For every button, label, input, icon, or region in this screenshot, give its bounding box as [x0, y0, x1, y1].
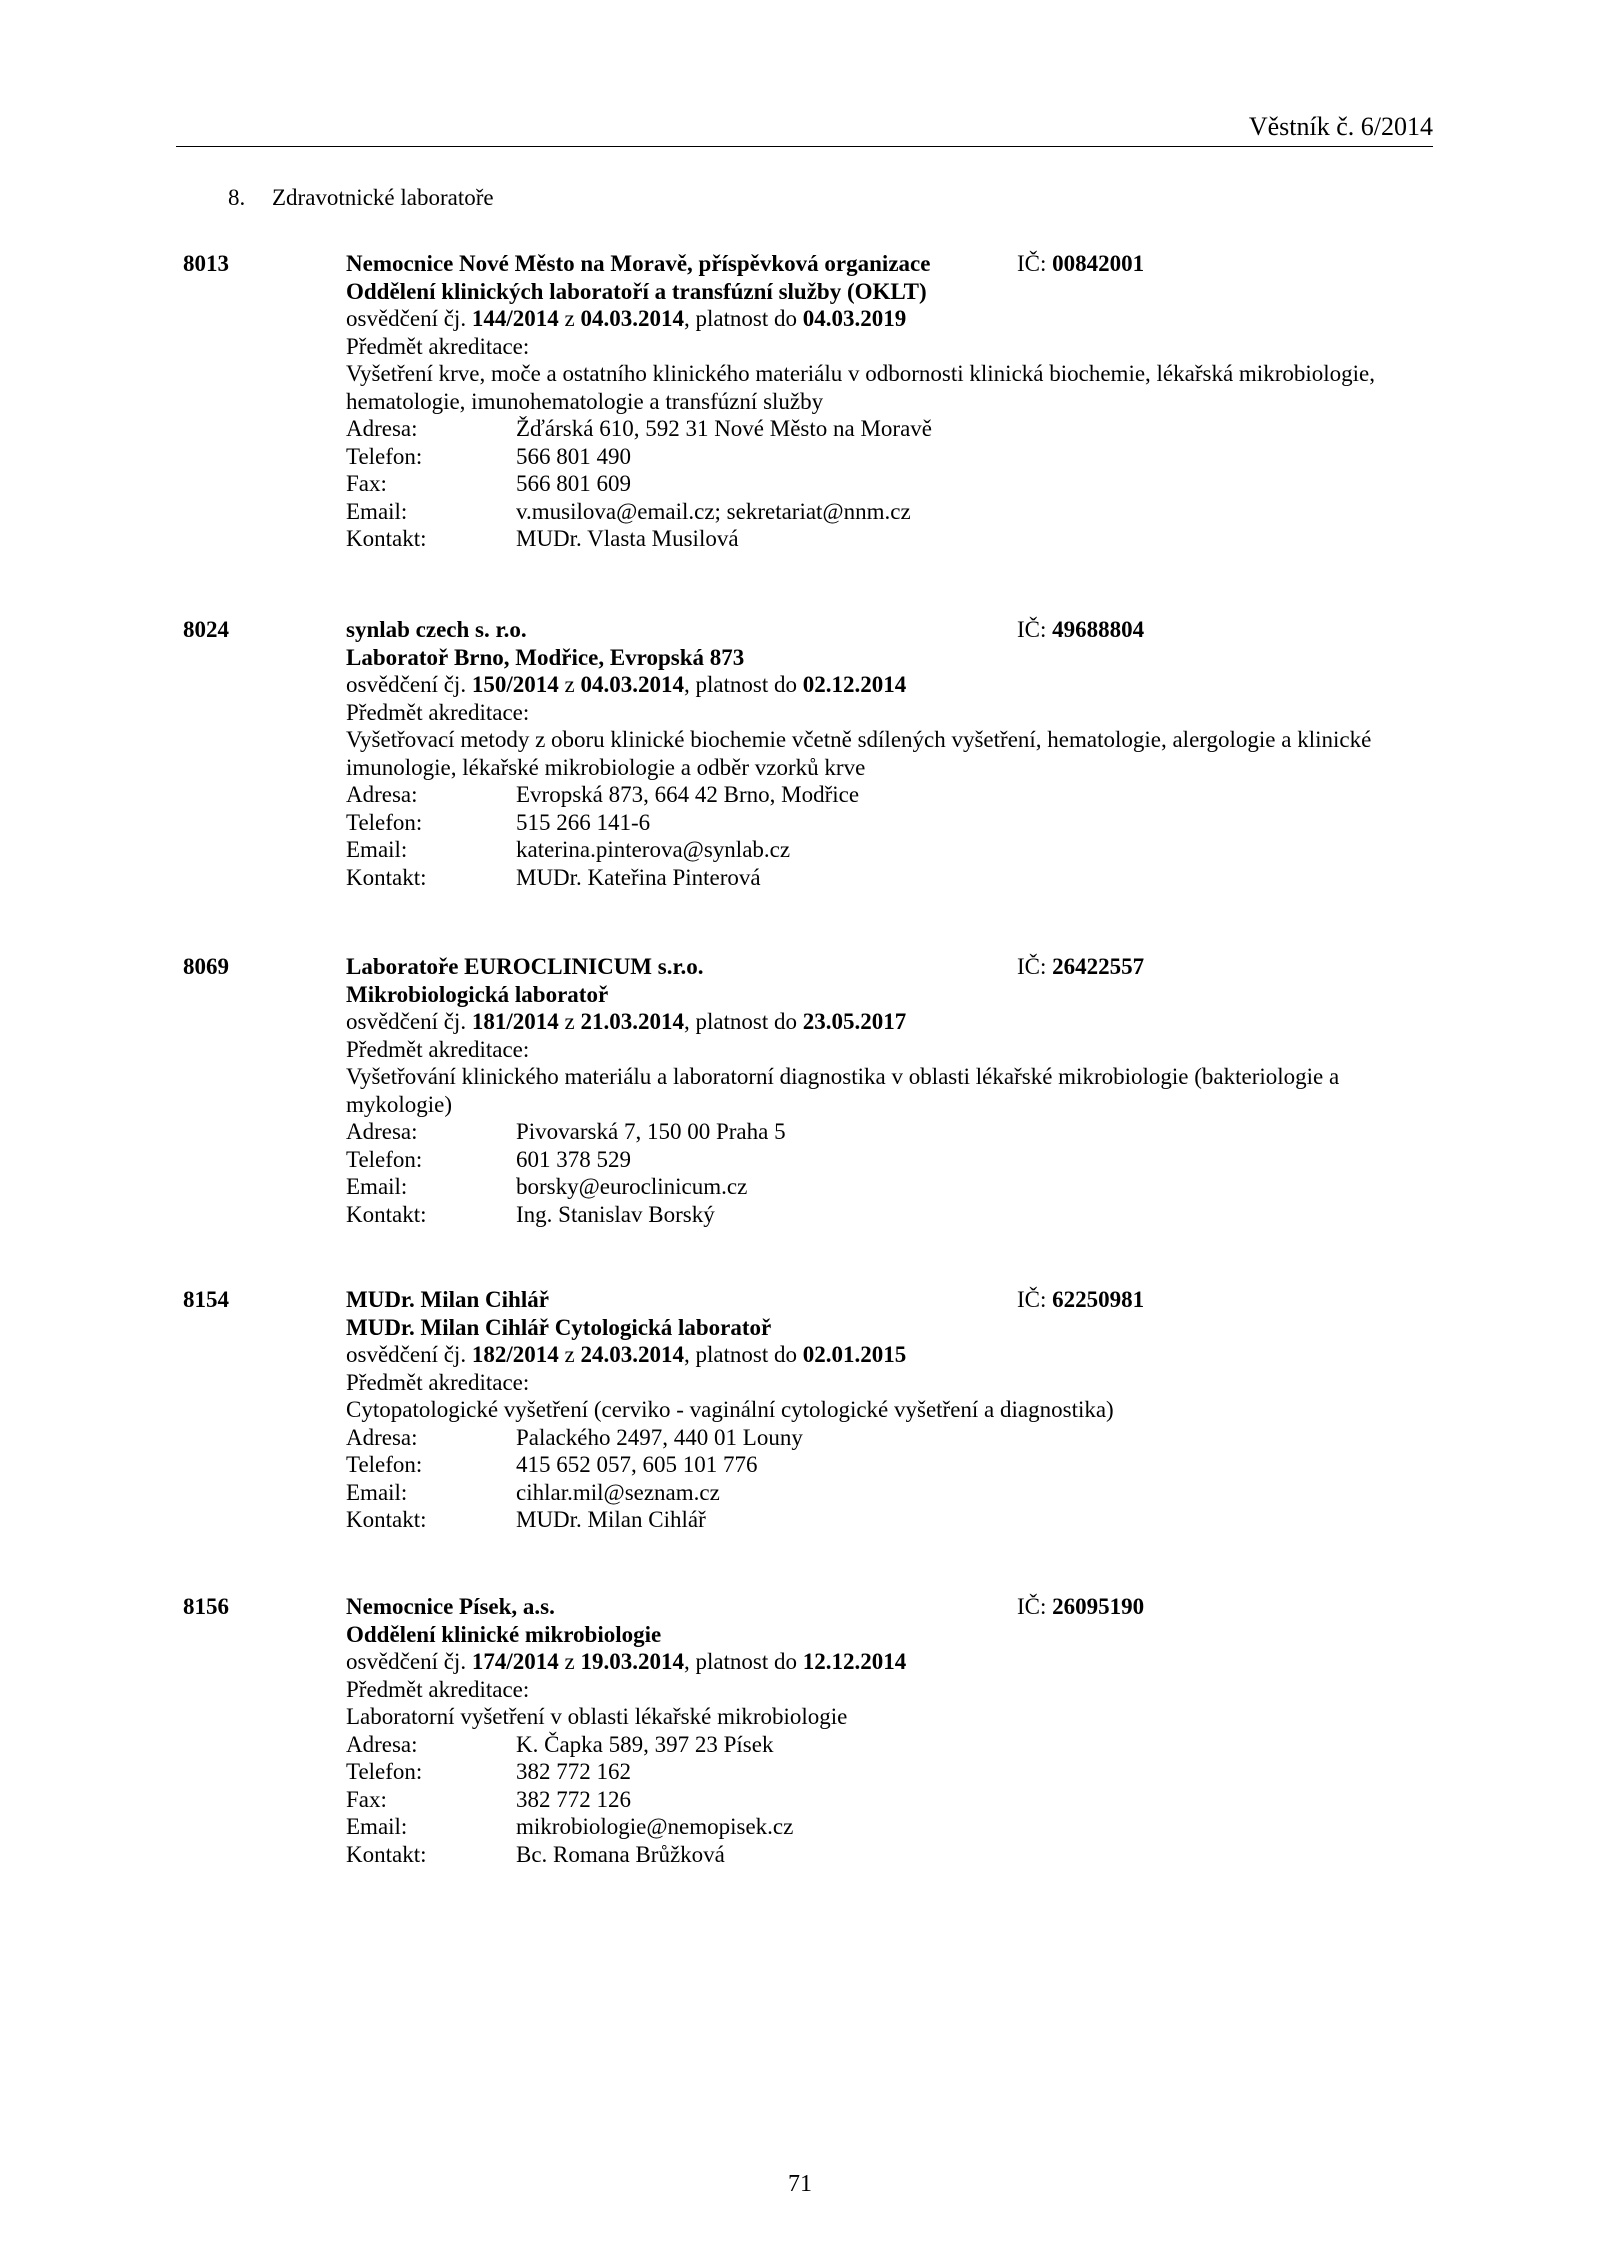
subject-text: Laboratorní vyšetření v oblasti lékařské mikrobiologie	[346, 1704, 848, 1729]
subject-text: Vyšetřování klinického materiálu a laboratorní diagnostika v oblasti lékařské mikrobiologie (bakteriologie a mykologie)	[346, 1064, 1340, 1117]
address-row	[346, 781, 1406, 809]
fax-label: Fax:	[346, 1786, 387, 1812]
entry-department: Oddělení klinické mikrobiologie	[346, 1621, 662, 1647]
entry-name: synlab czech s. r.o.	[346, 617, 527, 642]
cert-prefix: osvědčení čj.	[346, 1342, 467, 1367]
section-number: 8.	[228, 185, 246, 210]
address-label: Adresa:	[346, 1424, 418, 1450]
cert-date: 24.03.2014	[580, 1342, 684, 1367]
contact-label: Kontakt:	[346, 1201, 427, 1227]
fax-label: Fax:	[346, 471, 387, 496]
section-heading	[228, 184, 494, 212]
page-number: 71	[788, 2171, 812, 2197]
fax-value: 382 772 126	[516, 1786, 631, 1812]
email-label: Email:	[346, 1479, 408, 1505]
address-label: Adresa:	[346, 1119, 418, 1144]
cert-prefix: osvědčení čj.	[346, 1649, 467, 1674]
entry-name: Laboratoře EUROCLINICUM s.r.o.	[346, 954, 704, 979]
entry-code: 8156	[183, 1594, 229, 1619]
contact-row	[346, 1201, 1406, 1229]
address-value: Žďárská 610, 592 31 Nové Město na Moravě	[516, 416, 932, 441]
cert-prefix: osvědčení čj.	[346, 672, 467, 697]
subject-label: Předmět akreditace:	[346, 699, 530, 725]
certificate-line	[346, 305, 1406, 333]
address-value: K. Čapka 589, 397 23 Písek	[516, 1731, 774, 1757]
cert-date: 21.03.2014	[580, 1009, 684, 1034]
email-label: Email:	[346, 1174, 408, 1199]
cert-valid-label: , platnost do	[683, 1009, 798, 1034]
phone-row	[346, 1146, 1406, 1174]
cert-valid-label: , platnost do	[683, 672, 798, 697]
entry-body	[346, 250, 1406, 553]
subject-text: Vyšetřovací metody z oboru klinické biochemie včetně sdílených vyšetření, hematologie, alergologie a klinické imunologie, lékařské mikrobiologie a odběr vzorků krve	[346, 727, 1372, 780]
email-value: mikrobiologie@nemopisek.cz	[516, 1814, 794, 1839]
entry-body	[346, 953, 1406, 1228]
certificate-line	[346, 1008, 1406, 1036]
cert-number: 150/2014	[471, 672, 559, 697]
phone-value: 382 772 162	[516, 1759, 631, 1784]
fax-value: 566 801 609	[516, 471, 631, 496]
cert-valid-until: 04.03.2019	[802, 306, 907, 331]
cert-valid-label: , platnost do	[683, 306, 798, 331]
phone-value: 515 266 141-6	[516, 809, 651, 835]
contact-value: MUDr. Milan Cihlář	[516, 1507, 706, 1532]
email-label: Email:	[346, 837, 408, 862]
subject-label: Předmět akreditace:	[346, 1369, 530, 1395]
ic-value: 62250981	[1052, 1287, 1145, 1312]
email-value: cihlar.mil@seznam.cz	[516, 1479, 720, 1505]
fax-row	[346, 470, 1406, 498]
cert-from-label: z	[564, 672, 575, 697]
contact-label: Kontakt:	[346, 1507, 427, 1532]
entry-code: 8154	[183, 1287, 229, 1312]
entry-department: Oddělení klinických laboratoří a transfúzní služby (OKLT)	[346, 278, 927, 304]
cert-valid-until: 23.05.2017	[802, 1009, 907, 1034]
address-row	[346, 1424, 1406, 1452]
cert-from-label: z	[564, 1649, 575, 1674]
entry-code: 8024	[183, 617, 229, 642]
contact-label: Kontakt:	[346, 864, 427, 890]
cert-from-label: z	[564, 1009, 575, 1034]
subject-label: Předmět akreditace:	[346, 1676, 530, 1702]
entry-name: Nemocnice Písek, a.s.	[346, 1594, 555, 1619]
subject-label: Předmět akreditace:	[346, 333, 530, 359]
page-header: Věstník č. 6/2014	[1248, 112, 1433, 141]
phone-value: 566 801 490	[516, 443, 631, 469]
entry-body	[346, 616, 1406, 891]
contact-value: Ing. Stanislav Borský	[516, 1201, 715, 1227]
phone-label: Telefon:	[346, 809, 423, 835]
cert-number: 144/2014	[471, 306, 559, 331]
contact-row	[346, 1506, 1406, 1534]
address-value: Evropská 873, 664 42 Brno, Modřice	[516, 782, 860, 807]
phone-label: Telefon:	[346, 443, 423, 469]
ic-label: IČ:	[1017, 954, 1047, 979]
contact-label: Kontakt:	[346, 1841, 427, 1867]
phone-label: Telefon:	[346, 1759, 423, 1784]
cert-date: 04.03.2014	[580, 306, 684, 331]
certificate-line	[346, 1648, 1406, 1676]
cert-prefix: osvědčení čj.	[346, 306, 467, 331]
cert-number: 174/2014	[471, 1649, 559, 1674]
cert-valid-until: 02.01.2015	[802, 1342, 907, 1367]
subject-label: Předmět akreditace:	[346, 1036, 530, 1062]
email-row	[346, 498, 1406, 526]
email-row	[346, 1813, 1406, 1841]
entry-name: Nemocnice Nové Město na Moravě, příspěvková organizace	[346, 251, 931, 276]
email-label: Email:	[346, 1814, 408, 1839]
contact-value: MUDr. Vlasta Musilová	[516, 526, 739, 551]
ic-label: IČ:	[1017, 617, 1047, 642]
entry-department: Mikrobiologická laboratoř	[346, 981, 609, 1007]
certificate-line	[346, 671, 1406, 699]
ic-label: IČ:	[1017, 1594, 1047, 1619]
phone-row	[346, 809, 1406, 837]
contact-value: MUDr. Kateřina Pinterová	[516, 864, 761, 890]
cert-date: 04.03.2014	[580, 672, 684, 697]
cert-valid-label: , platnost do	[683, 1649, 798, 1674]
phone-value: 601 378 529	[516, 1146, 631, 1172]
address-row	[346, 415, 1406, 443]
section-title: Zdravotnické laboratoře	[272, 185, 494, 210]
subject-text: Vyšetření krve, moče a ostatního klinického materiálu v odbornosti klinická biochemie, lékařská mikrobiologie, hematologie, imunohematologie a transfúzní služby	[346, 361, 1375, 414]
address-row	[346, 1118, 1406, 1146]
cert-prefix: osvědčení čj.	[346, 1009, 467, 1034]
cert-number: 181/2014	[471, 1009, 559, 1034]
email-row	[346, 1173, 1406, 1201]
cert-valid-until: 12.12.2014	[802, 1649, 907, 1674]
address-label: Adresa:	[346, 416, 418, 441]
ic-value: 00842001	[1052, 251, 1145, 276]
phone-row	[346, 1451, 1406, 1479]
cert-from-label: z	[564, 306, 575, 331]
ic-value: 49688804	[1052, 617, 1145, 642]
address-value: Palackého 2497, 440 01 Louny	[516, 1424, 803, 1450]
cert-valid-until: 02.12.2014	[802, 672, 907, 697]
phone-row	[346, 1758, 1406, 1786]
ic-value: 26422557	[1052, 954, 1145, 979]
header-rule	[176, 146, 1433, 147]
phone-value: 415 652 057, 605 101 776	[516, 1452, 758, 1477]
cert-valid-label: , platnost do	[683, 1342, 798, 1367]
email-value: borsky@euroclinicum.cz	[516, 1174, 748, 1199]
cert-date: 19.03.2014	[580, 1649, 684, 1674]
ic-label: IČ:	[1017, 251, 1047, 276]
fax-row	[346, 1786, 1406, 1814]
entry-code: 8069	[183, 954, 229, 979]
phone-label: Telefon:	[346, 1452, 423, 1477]
entry-body	[346, 1593, 1406, 1868]
subject-text: Cytopatologické vyšetření (cerviko - vaginální cytologické vyšetření a diagnostika)	[346, 1397, 1114, 1422]
email-value: katerina.pinterova@synlab.cz	[516, 837, 791, 862]
address-row	[346, 1731, 1406, 1759]
contact-row	[346, 1841, 1406, 1869]
entry-body	[346, 1286, 1406, 1534]
contact-label: Kontakt:	[346, 526, 427, 551]
email-label: Email:	[346, 498, 408, 524]
entry-code: 8013	[183, 251, 229, 276]
address-label: Adresa:	[346, 1731, 418, 1757]
entry-department: Laboratoř Brno, Modřice, Evropská 873	[346, 644, 745, 670]
entry-name: MUDr. Milan Cihlář	[346, 1287, 549, 1312]
cert-number: 182/2014	[471, 1342, 559, 1367]
certificate-line	[346, 1341, 1406, 1369]
ic-label: IČ:	[1017, 1287, 1047, 1312]
address-label: Adresa:	[346, 782, 418, 807]
ic-value: 26095190	[1052, 1594, 1145, 1619]
cert-from-label: z	[564, 1342, 575, 1367]
phone-row	[346, 443, 1406, 471]
email-value: v.musilova@email.cz; sekretariat@nnm.cz	[516, 498, 911, 524]
email-row	[346, 1479, 1406, 1507]
contact-row	[346, 525, 1406, 553]
contact-value: Bc. Romana Brůžková	[516, 1841, 725, 1867]
phone-label: Telefon:	[346, 1146, 423, 1172]
address-value: Pivovarská 7, 150 00 Praha 5	[516, 1119, 786, 1144]
contact-row	[346, 864, 1406, 892]
email-row	[346, 836, 1406, 864]
entry-department: MUDr. Milan Cihlář Cytologická laboratoř	[346, 1314, 772, 1340]
